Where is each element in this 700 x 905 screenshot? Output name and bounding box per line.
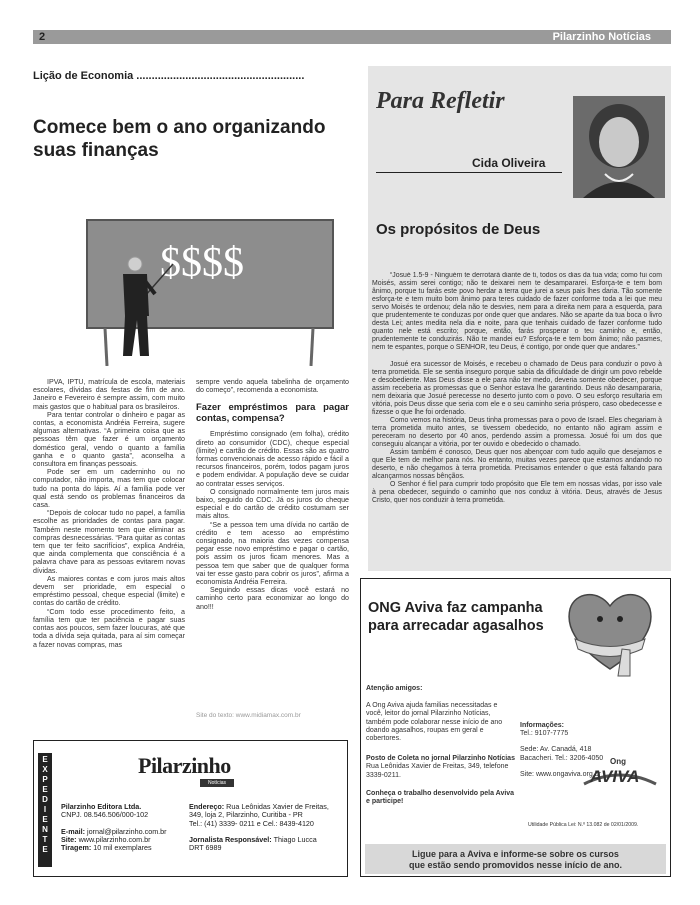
- paragraph: “Com todo esse procedimento feito, a família tem que ter paciência e pagar suas contas aos poucos, sem fazer loucuras, até que toda a dívida seja quitada, para aí sim começar a fazer novas compras, mas: [33, 607, 185, 649]
- site-text: www.pilarzinho.com.br: [76, 834, 151, 844]
- ong-know-more: Conheça o trabalho desenvolvido pela Aviva e participe!: [366, 789, 515, 806]
- paragraph: Empréstimo consignado (em folha), crédito direto ao consumidor (CDC), cheque especial (limite) e cartão de crédito. Essas são as quatro formas convencionais de acesso rápido e fácil a recursos financeiros, porém, todos pagam juros e podem endividar. A população deve se cuidar ao contratar esses serviços.: [196, 430, 349, 488]
- ong-collection-address: Rua Leônidas Xavier de Freitas, 349, telefone 3339-0211.: [366, 763, 509, 779]
- paragraph: IPVA, IPTU, matrícula de escola, materiais escolares, dívidas das festas de fim de ano. Janeiro e Fevereiro é sempre assim, com muito mais gastos que o habitual para os brasileiros.: [33, 378, 185, 411]
- column-title: Para Refletir: [376, 88, 505, 114]
- figure-body: [123, 274, 149, 316]
- aviva-logo: [580, 754, 660, 794]
- ong-info-tel: Tel.: 9107-7775: [520, 730, 569, 738]
- ong-collection-title: Posto de Coleta no jornal Pilarzinho Notícias: [366, 755, 515, 763]
- ong-attention: Atenção amigos:: [366, 685, 423, 692]
- pilarzinho-logo-sub: Notícias: [200, 779, 234, 787]
- phone-text: Tel.: (41) 3339- 0211 e Cel.: 8439-4120: [189, 818, 314, 828]
- svg-text:Ong: Ong: [610, 757, 626, 766]
- tiragem-text: 10 mil exemplares: [91, 843, 152, 853]
- svg-text:AVIVA: AVIVA: [590, 767, 640, 786]
- heart-scarf-icon: [560, 584, 660, 679]
- ong-site: Site: www.ongaviva.org.br: [520, 770, 601, 778]
- address-text: Rua Leônidas Xavier de Freitas, 349, loja 2, Pilarzinho, Curitiba - PR: [189, 802, 329, 820]
- paragraph: O Senhor é fiel para cumprir todo propósito que Ele tem em nossas vidas, por isso vale à pena obedecer, seguindo o caminho que nos conduz à vitória. Deus, através de Jesus Cristo, quer nos conduzir à terra prometida.: [372, 481, 662, 504]
- author-photo: [573, 96, 665, 198]
- column-headline: Os propósitos de Deus: [376, 221, 541, 238]
- publication-name: Pilarzinho Notícias: [552, 31, 651, 43]
- email-text: jornal@pilarzinho.com.br: [84, 826, 167, 836]
- figure-legs: [123, 316, 149, 356]
- ong-sede: Sede: Av. Canadá, 418: [520, 746, 592, 754]
- page-header-bar: [33, 30, 671, 44]
- ong-bottom-banner: Ligue para a Aviva e informe-se sobre os cursos que estão sendo promovidos nesse início de ano.: [365, 844, 666, 874]
- expediente-box: [33, 740, 348, 877]
- pilarzinho-logo: Pilarzinho: [138, 753, 231, 778]
- page-number: 2: [39, 31, 46, 43]
- expediente-vertical-label: E X P E D I E N T E: [38, 753, 52, 867]
- article-subhead: Fazer empréstimos para pagar contas, compensa?: [196, 402, 349, 425]
- expediente-right-col: Endereço: Rua Leônidas Xavier de Freitas, 349, loja 2, Pilarzinho, Curitiba - PR Tel.: (41) 3339- 0211 e Cel.: 8439-4120 Jornalista Responsável: Thiago Lucca DRT 6989: [189, 803, 344, 852]
- journalist-text: Thiago Lucca: [271, 834, 317, 844]
- chalkboard-text: $$$$: [160, 240, 244, 286]
- column-body: [372, 272, 662, 562]
- paragraph: As maiores contas e com juros mais altos devem ser prioridade, em especial o empréstimo pessoal, cheque especial (limite) e contas do cartão de crédito.: [33, 574, 185, 608]
- article-column-2: [196, 378, 349, 698]
- company-name: Pilarzinho Editora Ltda.: [61, 802, 142, 811]
- column-author: Cida Oliveira: [472, 156, 546, 170]
- ong-left-col: [366, 685, 516, 806]
- easel-leg-right: [311, 328, 313, 366]
- bible-quote: “Josué 1.5-9 - Ninguém te derrotará diante de ti, todos os dias da tua vida; como fui com Moisés, assim serei contigo; não te deixarei nem te desampararei. Esforça-te e tem bom ânimo, porque tu farás este povo herdar a terra que jurei a seus pais lhes daria. Tão somente esforça-te e tem muito bom ânimo para teres cuidado de fazer conforme toda a lei que meu servo Moisés te ordenou; dela não te desvies, nem para a direita nem para a esquerda, para que prudentemente te conduzas por onde quer que andares. Não se aparte da tua boca o livro desta Lei; antes medita nela dia e noite, para que tenhais cuidado de fazer conforme tudo quanto nele está escrito; porque, então, farás prosperar o teu caminho e, então, prudentemente te conduzirás. Não te mandei eu? Esforça-te e tem bom ânimo; não pasmes, nem te espantes, porque o SENHOR, teu Deus, é contigo, por onde quer que andares.”: [372, 272, 662, 351]
- cnpj: CNPJ. 08.546.506/000-102: [61, 810, 149, 820]
- ong-utilidade-note: Utilidade Pública Lei: N.º 13.082 de 02/01/2009.: [528, 822, 639, 828]
- paragraph: Pode ser em um caderninho ou no computador, não importa, mas tem que colocar tudo na ponta do lápis. Aí a família pode ver qual está sendo os problemas financeiros da casa.: [33, 468, 185, 510]
- paragraph: Assim também é conosco, Deus quer nos abençoar com tudo aquilo que desejamos e que Ele tem de melhor para nós. No entanto, muitas vezes parece que estamos andando no deserto, e não chegamos à terra prometida. Precisamos entender o que está faltando para alcançarmos nossas bênçãos.: [372, 449, 662, 480]
- ong-body: A Ong Aviva ajuda familias necessitadas e você, leitor do jornal Pilarzinho Notícias, também pode colaborar nesse início de ano doando agasalhos, roupas em geral e cobertores.: [366, 702, 503, 743]
- author-rule: [376, 172, 562, 173]
- chalkboard-illustration: [85, 216, 335, 366]
- article-column-1: [33, 378, 185, 688]
- ong-bairro: Bacacheri. Tel.: 3206-4050: [520, 754, 604, 762]
- paragraph: Josué era sucessor de Moisés, e recebeu o chamado de Deus para conduzir o povo à terra prometida. Ele se sentia inseguro porque sabia da dificuldade de dirigir um povo rebelde e desobediente. Mas Deus disse a ele para não ter medo, deveria somente obedecer, porque assim receberia as promessas que o Senhor estava lhe garantindo. Deus não desampararia, nem deixaria que Josué perecesse no deserto junto com o povo. O seu esforço resultaria em vitória, pois Deus disse que seria com ele e o seu caminho seria próspero, caso obedecesse e fizesse o que lhe foi ordenado.: [372, 361, 662, 416]
- article-headline: Comece bem o ano organizando suas finanças: [33, 117, 326, 161]
- paragraph: “Se a pessoa tem uma dívida no cartão de crédito e tem acesso ao empréstimo consignado, na maioria das vezes compensa pegar esse novo empréstimo e pagar o cartão, pois assim os juros ficam menores. Mas a pessoa tem que saber que de qualquer forma vai ter esse gasto para cobrir os juros”, afirma a economista Andréia Ferreira.: [196, 520, 349, 587]
- paragraph: Seguindo essas dicas você estará no caminho certo para economizar ao longo do ano!!!: [196, 586, 349, 611]
- expediente-left-col: Pilarzinho Editora Ltda. CNPJ. 08.546.506/000-102 E-mail: jornal@pilarzinho.com.br Site: www.pilarzinho.com.br Tiragem: 10 mil exemplares: [61, 803, 186, 852]
- paragraph: “Depois de colocar tudo no papel, a família escolhe as prioridades de contas para pagar. Também neste momento tem que eliminar as compras desnecessárias. “Para quitar as contas tem que ter feito sacrifícios”, explica Andréia, que ainda complementa que consciência é a palavra chave para as pessoas evitarem novas dívidas.: [33, 509, 185, 575]
- paragraph: Para tentar controlar o dinheiro e pagar as contas, a economista Andréia Ferreira, sugere algumas alternativas. “A primeira coisa que as pessoas têm que fazer é um orçamento doméstico geral, vendo o quanto a família ganha e o quanto gasta”, aconselha a consultora em finanças pessoais.: [33, 410, 185, 469]
- ong-info-label: Informações:: [520, 722, 564, 729]
- paragraph: sempre vendo aquela tabelinha de orçamento do começo”, recomenda a economista.: [196, 378, 349, 395]
- easel-leg-left: [105, 328, 107, 366]
- paragraph: Como vemos na história, Deus tinha promessas para o povo de Israel. Eles chegariam à terra prometida muito antes, se tivessem obedecido, no entanto não agiram assim e pereceram no deserto por 40 anos, perdendo assim a promessa. Josué foi um dos que conseguiu alcançar a vitória, por ter ouvido e obedecido o chamado.: [372, 417, 662, 448]
- site-credit: Site do texto: www.midiamax.com.br: [196, 712, 301, 719]
- figure-head: [128, 257, 142, 271]
- drt-text: DRT 6989: [189, 843, 222, 853]
- ong-headline: ONG Aviva faz campanha para arrecadar agasalhos: [368, 600, 544, 634]
- paragraph: O consignado normalmente tem juros mais baixo, seguido do CDC. Já os juros do cheque especial e do cartão de crédito costumam ser mais altos.: [196, 487, 349, 521]
- section-label: Lição de Economia .......................................................: [33, 70, 305, 82]
